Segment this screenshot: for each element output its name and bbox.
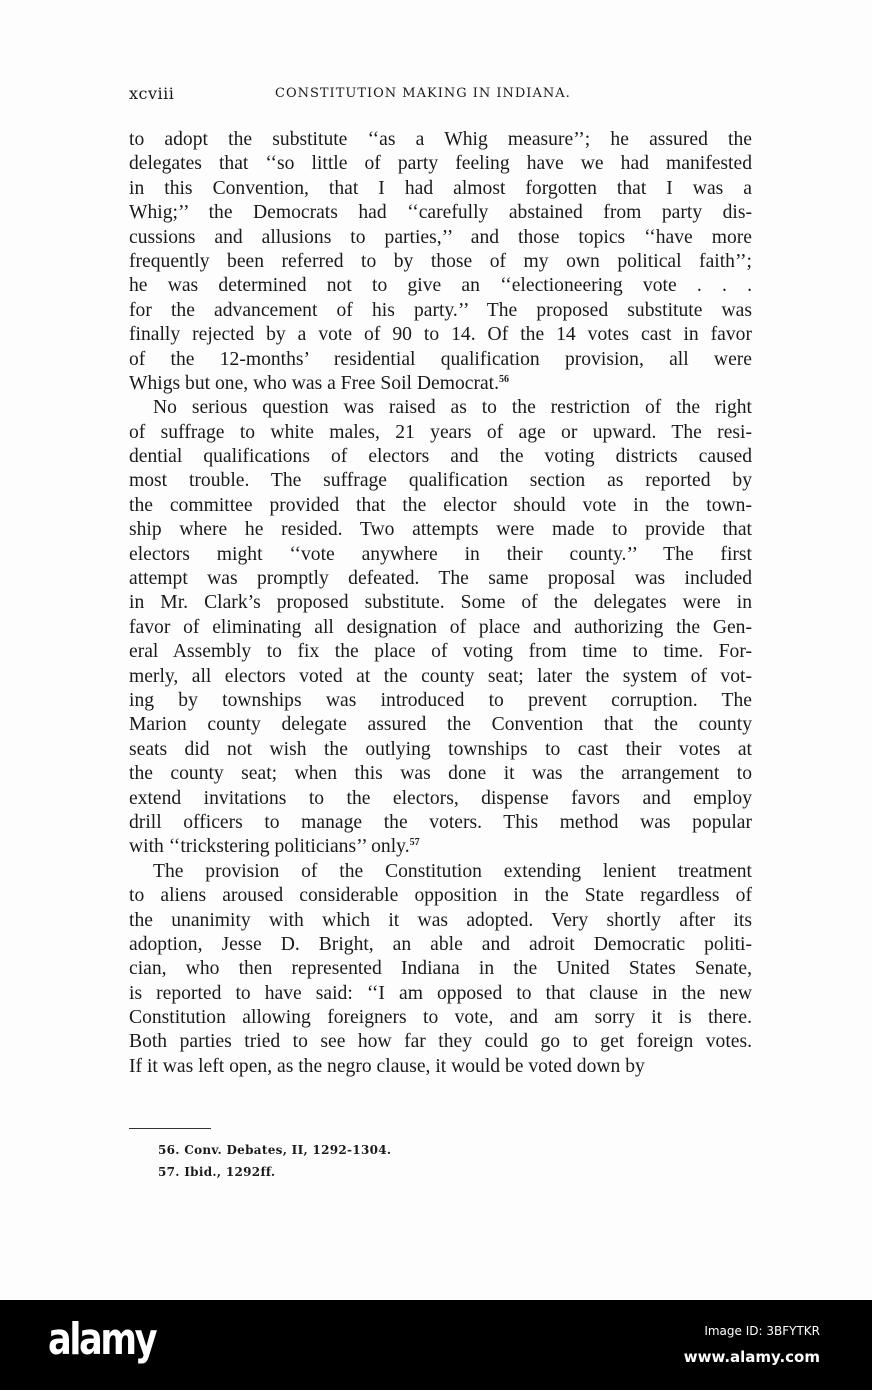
line-text: most trouble. The suffrage qualification section as reported by — [129, 470, 752, 492]
text-line — [129, 152, 752, 176]
text-line — [129, 567, 752, 591]
line-text: to adopt the substitute ‘‘as a Whig measure’’; he assured the — [129, 129, 752, 150]
line-text: in this Convention, that I had almost forgotten that I was a — [129, 177, 752, 199]
watermark-bar — [0, 1300, 872, 1390]
text-line — [129, 543, 752, 567]
line-text: ship where he resided. Two attempts were made to provide that — [129, 519, 752, 541]
text-line — [129, 665, 752, 689]
text-line — [129, 860, 752, 884]
text-line — [129, 738, 752, 762]
alamy-logo: alamy — [48, 1314, 156, 1365]
footnote-marker: 57 — [409, 837, 420, 849]
line-text: in Mr. Clark’s proposed substitute. Some of the delegates were in — [129, 592, 752, 614]
line-text: extend invitations to the electors, dispense favors and employ — [129, 787, 752, 809]
line-text: Marion county delegate assured the Convention that the county — [129, 714, 752, 736]
image-id: Image ID: 3BFYTKR — [704, 1324, 820, 1338]
line-text: Whigs but one, who was a Free Soil Democrat. — [129, 372, 500, 394]
running-head: CONSTITUTION MAKING IN INDIANA. — [275, 86, 571, 101]
text-line — [129, 274, 752, 298]
line-text: to aliens aroused considerable opposition in the State regardless of — [129, 885, 752, 907]
text-line — [129, 494, 752, 518]
text-line — [129, 982, 752, 1006]
text-line — [129, 591, 752, 615]
line-text: seats did not wish the outlying townships to cast their votes at — [129, 738, 752, 760]
footnote-57: 57. Ibid., 1292ff. — [158, 1165, 276, 1179]
line-text: of the 12-months’ residential qualification provision, all were — [129, 348, 752, 370]
text-line — [129, 396, 752, 420]
footnote-rule — [129, 1128, 211, 1129]
text-line — [129, 518, 752, 542]
text-line — [129, 250, 752, 274]
text-line — [129, 445, 752, 469]
line-text: No serious question was raised as to the restriction of the right — [153, 397, 752, 419]
line-text: If it was left open, as the negro clause, it would be voted down by — [129, 1055, 645, 1077]
text-line — [129, 957, 752, 981]
text-line — [129, 762, 752, 786]
text-line — [129, 372, 752, 396]
footnote-marker: 56 — [499, 373, 510, 385]
line-text: favor of eliminating all designation of place and authorizing the Gen- — [129, 616, 752, 638]
text-line — [129, 835, 752, 859]
text-line — [129, 421, 752, 445]
line-text: for the advancement of his party.’’ The proposed substitute was — [129, 299, 752, 321]
text-line — [129, 201, 752, 225]
text-line — [129, 884, 752, 908]
line-text: drill officers to manage the voters. This method was popular — [129, 811, 752, 833]
line-text: cussions and allusions to parties,’’ and those topics ‘‘have more — [129, 226, 752, 248]
text-line — [129, 1055, 752, 1079]
text-line — [129, 299, 752, 323]
line-text: the unanimity with which it was adopted. Very shortly after its — [129, 909, 752, 931]
line-text: of suffrage to white males, 21 years of age or upward. The resi- — [129, 421, 752, 443]
text-line — [129, 616, 752, 640]
text-line — [129, 226, 752, 250]
line-text: Whig;’’ the Democrats had ‘‘carefully abstained from party dis- — [129, 202, 752, 224]
line-text: merly, all electors voted at the county seat; later the system of vot- — [129, 665, 752, 687]
text-line — [129, 713, 752, 737]
text-line — [129, 787, 752, 811]
text-line — [129, 933, 752, 957]
line-text: he was determined not to give an ‘‘electioneering vote . . . — [129, 275, 752, 297]
line-text: dential qualifications of electors and the voting districts caused — [129, 446, 752, 468]
text-line — [129, 469, 752, 493]
site-url: www.alamy.com — [683, 1348, 820, 1366]
line-text: ing by townships was introduced to prevent corruption. The — [129, 689, 752, 711]
page-header — [129, 84, 752, 108]
line-text: cian, who then represented Indiana in the United States Senate, — [129, 958, 752, 980]
line-text: delegates that ‘‘so little of party feeling have we had manifested — [129, 153, 752, 175]
text-line — [129, 323, 752, 347]
line-text: the committee provided that the elector should vote in the town- — [129, 494, 752, 516]
line-text: eral Assembly to fix the place of voting from time to time. For- — [129, 641, 752, 663]
text-line — [129, 348, 752, 372]
line-text: Constitution allowing foreigners to vote, and am sorry it is there. — [129, 1007, 752, 1029]
line-text: adoption, Jesse D. Bright, an able and adroit Democratic politi- — [129, 933, 752, 955]
line-text: is reported to have said: ‘‘I am opposed to that clause in the new — [129, 982, 752, 1004]
page-number: xcviii — [129, 84, 175, 103]
line-text: Both parties tried to see how far they could go to get foreign votes. — [129, 1031, 752, 1053]
text-line — [129, 909, 752, 933]
text-line — [129, 811, 752, 835]
line-text: the county seat; when this was done it was the arrangement to — [129, 763, 752, 785]
footnote-56: 56. Conv. Debates, II, 1292-1304. — [158, 1143, 392, 1157]
text-line — [129, 177, 752, 201]
line-text: with ‘‘trickstering politicians’’ only. — [129, 836, 410, 858]
line-text: attempt was promptly defeated. The same proposal was included — [129, 568, 752, 590]
text-line — [129, 689, 752, 713]
line-text: electors might ‘‘vote anywhere in their county.’’ The first — [129, 543, 752, 565]
text-line — [129, 640, 752, 664]
line-text: finally rejected by a vote of 90 to 14. Of the 14 votes cast in favor — [129, 324, 752, 346]
line-text: frequently been referred to by those of my own political faith’’; — [129, 250, 752, 272]
text-line — [129, 128, 752, 152]
line-text: The provision of the Constitution extending lenient treatment — [153, 860, 752, 882]
body-text — [129, 128, 752, 1079]
text-line — [129, 1030, 752, 1054]
text-line — [129, 1006, 752, 1030]
